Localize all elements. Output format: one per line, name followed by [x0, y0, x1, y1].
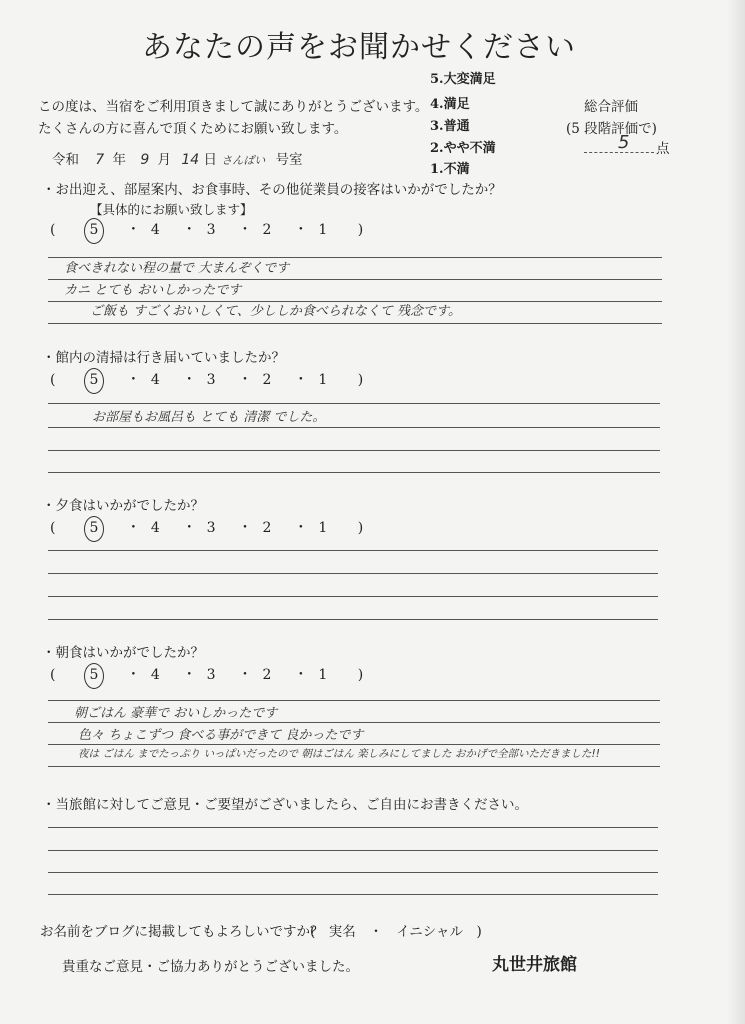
- rating-close-paren: ): [357, 520, 364, 536]
- rating-option-5-selected[interactable]: 5: [84, 368, 104, 394]
- rating-dot: ・: [293, 667, 308, 683]
- question-4-text: ・朝食はいかがでしたか？: [42, 645, 204, 661]
- rating-dot: ・: [182, 667, 197, 683]
- answer-line: [48, 427, 660, 428]
- question-1-rating: [50, 218, 363, 244]
- scale-item-3: 3.普通: [430, 119, 470, 134]
- rating-option-2[interactable]: 2: [262, 520, 272, 536]
- scale-item-1: 1.不満: [430, 162, 470, 177]
- answer-line: [48, 323, 662, 324]
- question-4-comment-1: 朝ごはん 豪華で おいしかったです: [74, 706, 278, 721]
- question-4-comment-2: 色々 ちょこずつ 食べる事ができて 良かったです: [78, 728, 364, 743]
- rating-close-paren: ): [357, 222, 364, 238]
- rating-option-1[interactable]: 1: [318, 222, 328, 238]
- question-4-comment-3: 夜は ごはん までたっぷり いっぱいだったので 朝はごはん 楽しみにしてました おかげで全部いただきました!!: [78, 748, 600, 760]
- inn-name: 丸世井旅館: [492, 955, 577, 975]
- intro-line-2: たくさんの方に喜んで頂くためにお願い致します。: [38, 121, 348, 137]
- rating-dot: ・: [238, 222, 253, 238]
- rating-dot: ・: [182, 520, 197, 536]
- rating-dot: ・: [293, 222, 308, 238]
- rating-option-5-selected[interactable]: 5: [84, 218, 104, 244]
- answer-line: [48, 550, 658, 551]
- question-3-rating: [50, 516, 363, 542]
- intro-line-1: この度は、当宿をご利用頂きまして誠にありがとうございます。: [38, 99, 429, 115]
- rating-open-paren: (: [50, 222, 56, 238]
- rating-option-3[interactable]: 3: [206, 372, 216, 388]
- room-unit: 号室: [275, 152, 303, 168]
- answer-line: [48, 766, 660, 767]
- page-title: あなたの声をお聞かせください: [142, 30, 576, 65]
- date-era: 令和: [52, 152, 79, 168]
- rating-dot: ・: [238, 667, 253, 683]
- question-2-comment-1: お部屋もお風呂も とても 清潔 でした。: [92, 410, 326, 425]
- paper-edge: [727, 0, 745, 1024]
- rating-option-4[interactable]: 4: [150, 520, 160, 536]
- rating-dot: ・: [238, 520, 253, 536]
- answer-line: [48, 403, 660, 404]
- answer-line: [48, 850, 658, 851]
- rating-dot: ・: [293, 372, 308, 388]
- answer-line: [48, 619, 658, 620]
- answer-line: [48, 827, 658, 828]
- rating-open-paren: (: [50, 520, 56, 536]
- rating-dot: ・: [293, 520, 308, 536]
- question-4-rating: [50, 663, 363, 689]
- date-day: 14: [181, 152, 200, 168]
- rating-close-paren: ): [357, 667, 364, 683]
- date-month: 9: [140, 152, 150, 168]
- answer-line: [48, 722, 660, 723]
- date-day-unit: 日: [203, 152, 217, 168]
- answer-line: [48, 744, 660, 745]
- rating-option-3[interactable]: 3: [206, 667, 216, 683]
- rating-option-4[interactable]: 4: [150, 667, 160, 683]
- rating-close-paren: ): [357, 372, 364, 388]
- blog-options[interactable]: ( 実名 ・ イニシャル ): [310, 924, 482, 940]
- rating-option-2[interactable]: 2: [262, 222, 272, 238]
- overall-underline: [584, 152, 654, 153]
- answer-line: [48, 573, 658, 574]
- answer-line: [48, 596, 658, 597]
- overall-score: 5: [618, 132, 630, 153]
- rating-dot: ・: [126, 372, 141, 388]
- rating-dot: ・: [238, 372, 253, 388]
- question-1-text: ・お出迎え、部屋案内、お食事時、その他従業員の接客はいかがでしたか？: [42, 182, 502, 198]
- rating-open-paren: (: [50, 667, 56, 683]
- rating-option-5-selected[interactable]: 5: [84, 516, 104, 542]
- overall-sublabel: (5 段階評価で): [566, 121, 657, 137]
- question-1-comment-1: 食べきれない程の量で 大まんぞくです: [64, 261, 290, 276]
- question-2-text: ・館内の清掃は行き届いていましたか？: [42, 350, 285, 366]
- rating-dot: ・: [182, 222, 197, 238]
- rating-option-1[interactable]: 1: [318, 667, 328, 683]
- date-year: 7: [95, 152, 105, 168]
- rating-option-2[interactable]: 2: [262, 667, 272, 683]
- rating-dot: ・: [182, 372, 197, 388]
- question-5-text: ・当旅館に対してご意見・ご要望がございましたら、ご自由にお書きください。: [42, 797, 528, 813]
- overall-label: 総合評価: [584, 99, 638, 115]
- thanks-message: 貴重なご意見・ご協力ありがとうございました。: [62, 959, 359, 975]
- rating-option-1[interactable]: 1: [318, 372, 328, 388]
- rating-option-4[interactable]: 4: [150, 372, 160, 388]
- overall-unit: 点: [656, 141, 670, 157]
- answer-line: [48, 872, 658, 873]
- question-1-comment-3: ご飯も すごくおいしくて、少ししか食べられなくて 残念です。: [90, 304, 461, 319]
- blog-question: お名前をブログに掲載してもよろしいですか？: [40, 924, 324, 940]
- answer-line: [48, 894, 658, 895]
- answer-line: [48, 450, 660, 451]
- scale-item-2: 2.やや不満: [430, 141, 496, 156]
- question-1-comment-2: カニ とても おいしかったです: [64, 283, 242, 298]
- rating-open-paren: (: [50, 372, 56, 388]
- room-name: さんぱい: [221, 154, 266, 167]
- answer-line: [48, 472, 660, 473]
- rating-dot: ・: [126, 222, 141, 238]
- rating-option-4[interactable]: 4: [150, 222, 160, 238]
- date-year-unit: 年: [112, 152, 127, 168]
- rating-dot: ・: [126, 520, 141, 536]
- question-3-text: ・夕食はいかがでしたか？: [42, 498, 204, 514]
- question-1-subtext: 【具体的にお願い致します】: [90, 202, 253, 217]
- answer-line: [48, 700, 660, 701]
- rating-option-3[interactable]: 3: [206, 520, 216, 536]
- rating-option-2[interactable]: 2: [262, 372, 272, 388]
- scale-item-5: 5.大変満足: [430, 72, 496, 87]
- question-2-rating: [50, 368, 363, 394]
- rating-dot: ・: [126, 667, 141, 683]
- rating-option-3[interactable]: 3: [206, 222, 216, 238]
- date-month-unit: 月: [157, 152, 172, 168]
- scale-item-4: 4.満足: [430, 97, 470, 112]
- rating-option-1[interactable]: 1: [318, 520, 328, 536]
- date-line: [52, 148, 303, 168]
- rating-option-5-selected[interactable]: 5: [84, 663, 104, 689]
